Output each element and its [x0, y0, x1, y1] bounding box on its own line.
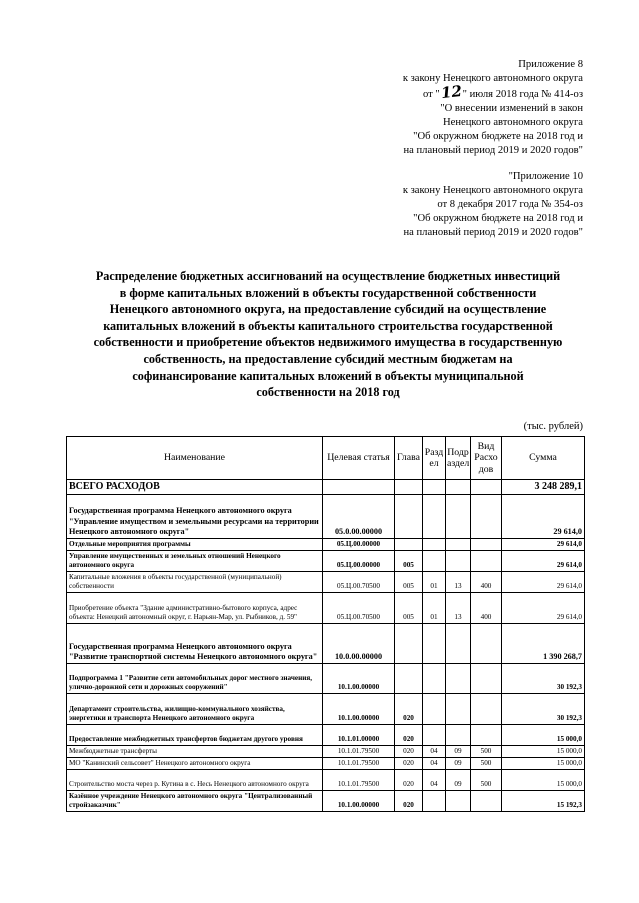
- header-vid: Вид Расхо дов: [471, 437, 502, 480]
- row-sum: 29 614,0: [502, 551, 585, 572]
- row-sum: 29 614,0: [502, 593, 585, 624]
- prev-appendix-law-name-2: на плановый период 2019 и 2020 годов": [403, 227, 583, 238]
- row-sum: 1 390 268,7: [502, 624, 585, 664]
- appendix-law-name-4: на плановый период 2019 и 2020 годов": [403, 145, 583, 156]
- row-razdel: 04: [423, 769, 446, 790]
- row-razdel: [423, 790, 446, 811]
- budget-table: [66, 436, 585, 812]
- row-vid: [471, 725, 502, 746]
- header-razdel: Разд ел: [423, 437, 446, 480]
- table-row: [67, 495, 585, 539]
- row-glava: [395, 624, 423, 664]
- row-podrazdel: [446, 539, 471, 551]
- row-vid: 400: [471, 593, 502, 624]
- table-row: [67, 769, 585, 790]
- row-glava: 020: [395, 757, 423, 769]
- table-row: [67, 757, 585, 769]
- row-sum: 29 614,0: [502, 539, 585, 551]
- table-row: [67, 694, 585, 725]
- row-name: Предоставление межбюджетных трансфертов бюджетам другого уровня: [67, 725, 323, 746]
- appendix-law-name-2: Ненецкого автономного округа: [443, 117, 583, 128]
- row-target: 10.1.01.00000: [323, 725, 395, 746]
- document-title: [58, 268, 598, 401]
- row-name: Управление имущественных и земельных отношений Ненецкого автономного округа: [67, 551, 323, 572]
- row-sum: 15 192,3: [502, 790, 585, 811]
- row-glava: [395, 539, 423, 551]
- row-glava: 005: [395, 593, 423, 624]
- table-row: [67, 480, 585, 495]
- row-target: 10.1.00.00000: [323, 790, 395, 811]
- row-razdel: 04: [423, 757, 446, 769]
- row-vid: 500: [471, 757, 502, 769]
- title-line: собственность, на предоставление субсидий местным бюджетам на: [143, 351, 513, 366]
- row-podrazdel: 13: [446, 593, 471, 624]
- row-name: ВСЕГО РАСХОДОВ: [67, 480, 323, 495]
- row-sum: 30 192,3: [502, 694, 585, 725]
- table-row: [67, 746, 585, 758]
- table-row: [67, 572, 585, 593]
- row-sum: 15 000,0: [502, 725, 585, 746]
- row-glava: 005: [395, 551, 423, 572]
- row-razdel: [423, 725, 446, 746]
- row-name: Государственная программа Ненецкого автономного округа "Управление имуществом и земельными ресурсами на территории Ненецкого автономного округа": [67, 495, 323, 539]
- table-header-row: [67, 437, 585, 480]
- row-glava: 020: [395, 725, 423, 746]
- row-target: 05.0.00.00000: [323, 495, 395, 539]
- row-target: 10.1.00.00000: [323, 664, 395, 694]
- row-sum: 15 000,0: [502, 746, 585, 758]
- table-row: [67, 725, 585, 746]
- row-name: Приобретение объекта "Здание административно-бытового корпуса, адрес объекта: Ненецкий автономный округ, г. Нарьян-Мар, ул. Рыбников, д. 59": [67, 593, 323, 624]
- row-podrazdel: [446, 551, 471, 572]
- header-name: Наименование: [67, 437, 323, 480]
- row-vid: [471, 551, 502, 572]
- row-target: [323, 480, 395, 495]
- title-line: капитальных вложений в объекты капитального строительства государственной: [103, 318, 553, 333]
- row-target: 05.Ц.00.70500: [323, 572, 395, 593]
- title-line: Ненецкого автономного округа, на предоставление субсидий на осуществление: [109, 302, 547, 317]
- table-row: [67, 551, 585, 572]
- row-target: 05.Ц.00.70500: [323, 593, 395, 624]
- appendix-number: Приложение 8: [518, 59, 583, 70]
- row-target: 10.1.01.79500: [323, 746, 395, 758]
- table-row: [67, 539, 585, 551]
- row-glava: 020: [395, 694, 423, 725]
- appendix-current-header: [403, 58, 583, 158]
- title-line: собственности на 2018 год: [256, 385, 400, 400]
- row-name: Государственная программа Ненецкого автономного округа "Развитие транспортной системы Ненецкого автономного округа": [67, 624, 323, 664]
- appendix-law-ref: к закону Ненецкого автономного округа: [402, 73, 583, 84]
- prev-appendix-date: от 8 декабря 2017 года № 354-оз: [437, 199, 583, 210]
- row-podrazdel: 09: [446, 757, 471, 769]
- row-target: 05.Ц.00.00000: [323, 551, 395, 572]
- row-name: Отдельные мероприятия программы: [67, 539, 323, 551]
- row-podrazdel: [446, 495, 471, 539]
- title-line: собственности и приобретение объектов недвижимого имущества в государственную: [93, 335, 563, 350]
- title-line: Распределение бюджетных ассигнований на осуществление бюджетных инвестиций: [95, 269, 561, 283]
- row-sum: 29 614,0: [502, 572, 585, 593]
- row-razdel: 01: [423, 572, 446, 593]
- row-name: Межбюджетные трансферты: [67, 746, 323, 758]
- table-row: [67, 790, 585, 811]
- row-name: Капитальные вложения в объекты государственной (муниципальной) собственности: [67, 572, 323, 593]
- row-target: 05.Ц.00.00000: [323, 539, 395, 551]
- row-vid: [471, 539, 502, 551]
- prev-appendix-law-ref: к закону Ненецкого автономного округа: [402, 185, 583, 196]
- header-target: Целевая статья: [323, 437, 395, 480]
- row-razdel: [423, 480, 446, 495]
- row-vid: [471, 694, 502, 725]
- row-podrazdel: [446, 624, 471, 664]
- table-row: [67, 624, 585, 664]
- row-glava: 020: [395, 769, 423, 790]
- row-podrazdel: [446, 694, 471, 725]
- row-glava: [395, 480, 423, 495]
- row-target: 10.1.01.79500: [323, 757, 395, 769]
- row-glava: [395, 664, 423, 694]
- prev-appendix-number: "Приложение 10: [508, 171, 583, 182]
- title-line: софинансирование капитальных вложений в объекты муниципальной: [132, 368, 524, 383]
- row-razdel: [423, 664, 446, 694]
- row-vid: [471, 790, 502, 811]
- row-razdel: [423, 551, 446, 572]
- table-row: [67, 593, 585, 624]
- row-name: Казённое учреждение Ненецкого автономного округа "Централизованный стройзаказчик": [67, 790, 323, 811]
- row-podrazdel: 09: [446, 769, 471, 790]
- row-razdel: [423, 624, 446, 664]
- row-glava: 020: [395, 790, 423, 811]
- row-glava: [395, 495, 423, 539]
- row-name: Подпрограмма 1 "Развитие сети автомобильных дорог местного значения, улично-дорожной сети и дорожных сооружений": [67, 664, 323, 694]
- handwritten-day: 12: [439, 81, 463, 103]
- row-vid: [471, 664, 502, 694]
- row-podrazdel: [446, 790, 471, 811]
- row-glava: 020: [395, 746, 423, 758]
- row-podrazdel: [446, 664, 471, 694]
- row-vid: [471, 495, 502, 539]
- row-podrazdel: [446, 480, 471, 495]
- row-razdel: 01: [423, 593, 446, 624]
- row-podrazdel: 09: [446, 746, 471, 758]
- appendix-law-name-3: "Об окружном бюджете на 2018 год и: [413, 131, 583, 142]
- row-sum: 15 000,0: [502, 769, 585, 790]
- row-target: 10.0.00.00000: [323, 624, 395, 664]
- row-name: МО "Канинский сельсовет" Ненецкого автономного округа: [67, 757, 323, 769]
- row-name: Департамент строительства, жилищно-коммунального хозяйства, энергетики и транспорта Ненецкого автономного округа: [67, 694, 323, 725]
- appendix-date: от "12" июля 2018 года № 414-оз: [422, 81, 583, 103]
- row-razdel: [423, 539, 446, 551]
- row-target: 10.1.01.79500: [323, 769, 395, 790]
- row-razdel: 04: [423, 746, 446, 758]
- header-glava: Глава: [395, 437, 423, 480]
- row-target: 10.1.00.00000: [323, 694, 395, 725]
- row-vid: [471, 624, 502, 664]
- row-glava: 005: [395, 572, 423, 593]
- title-line: в форме капитальных вложений в объекты государственной собственности: [119, 285, 537, 300]
- row-name: Строительство моста через р. Кутина в с. Несь Ненецкого автономного округа: [67, 769, 323, 790]
- row-podrazdel: [446, 725, 471, 746]
- row-sum: 15 000,0: [502, 757, 585, 769]
- row-razdel: [423, 495, 446, 539]
- row-vid: 400: [471, 572, 502, 593]
- header-sum: Сумма: [502, 437, 585, 480]
- table-row: [67, 664, 585, 694]
- row-razdel: [423, 694, 446, 725]
- prev-appendix-law-name-1: "Об окружном бюджете на 2018 год и: [413, 213, 583, 224]
- row-vid: [471, 480, 502, 495]
- row-sum: 29 614,0: [502, 495, 585, 539]
- row-vid: 500: [471, 769, 502, 790]
- unit-label: (тыс. рублей): [523, 421, 583, 432]
- row-vid: 500: [471, 746, 502, 758]
- row-podrazdel: 13: [446, 572, 471, 593]
- row-sum: 3 248 289,1: [502, 480, 585, 495]
- appendix-previous-header: [403, 170, 583, 240]
- header-podrazdel: Подр аздел: [446, 437, 471, 480]
- row-sum: 30 192,3: [502, 664, 585, 694]
- appendix-law-name-1: "О внесении изменений в закон: [440, 103, 583, 114]
